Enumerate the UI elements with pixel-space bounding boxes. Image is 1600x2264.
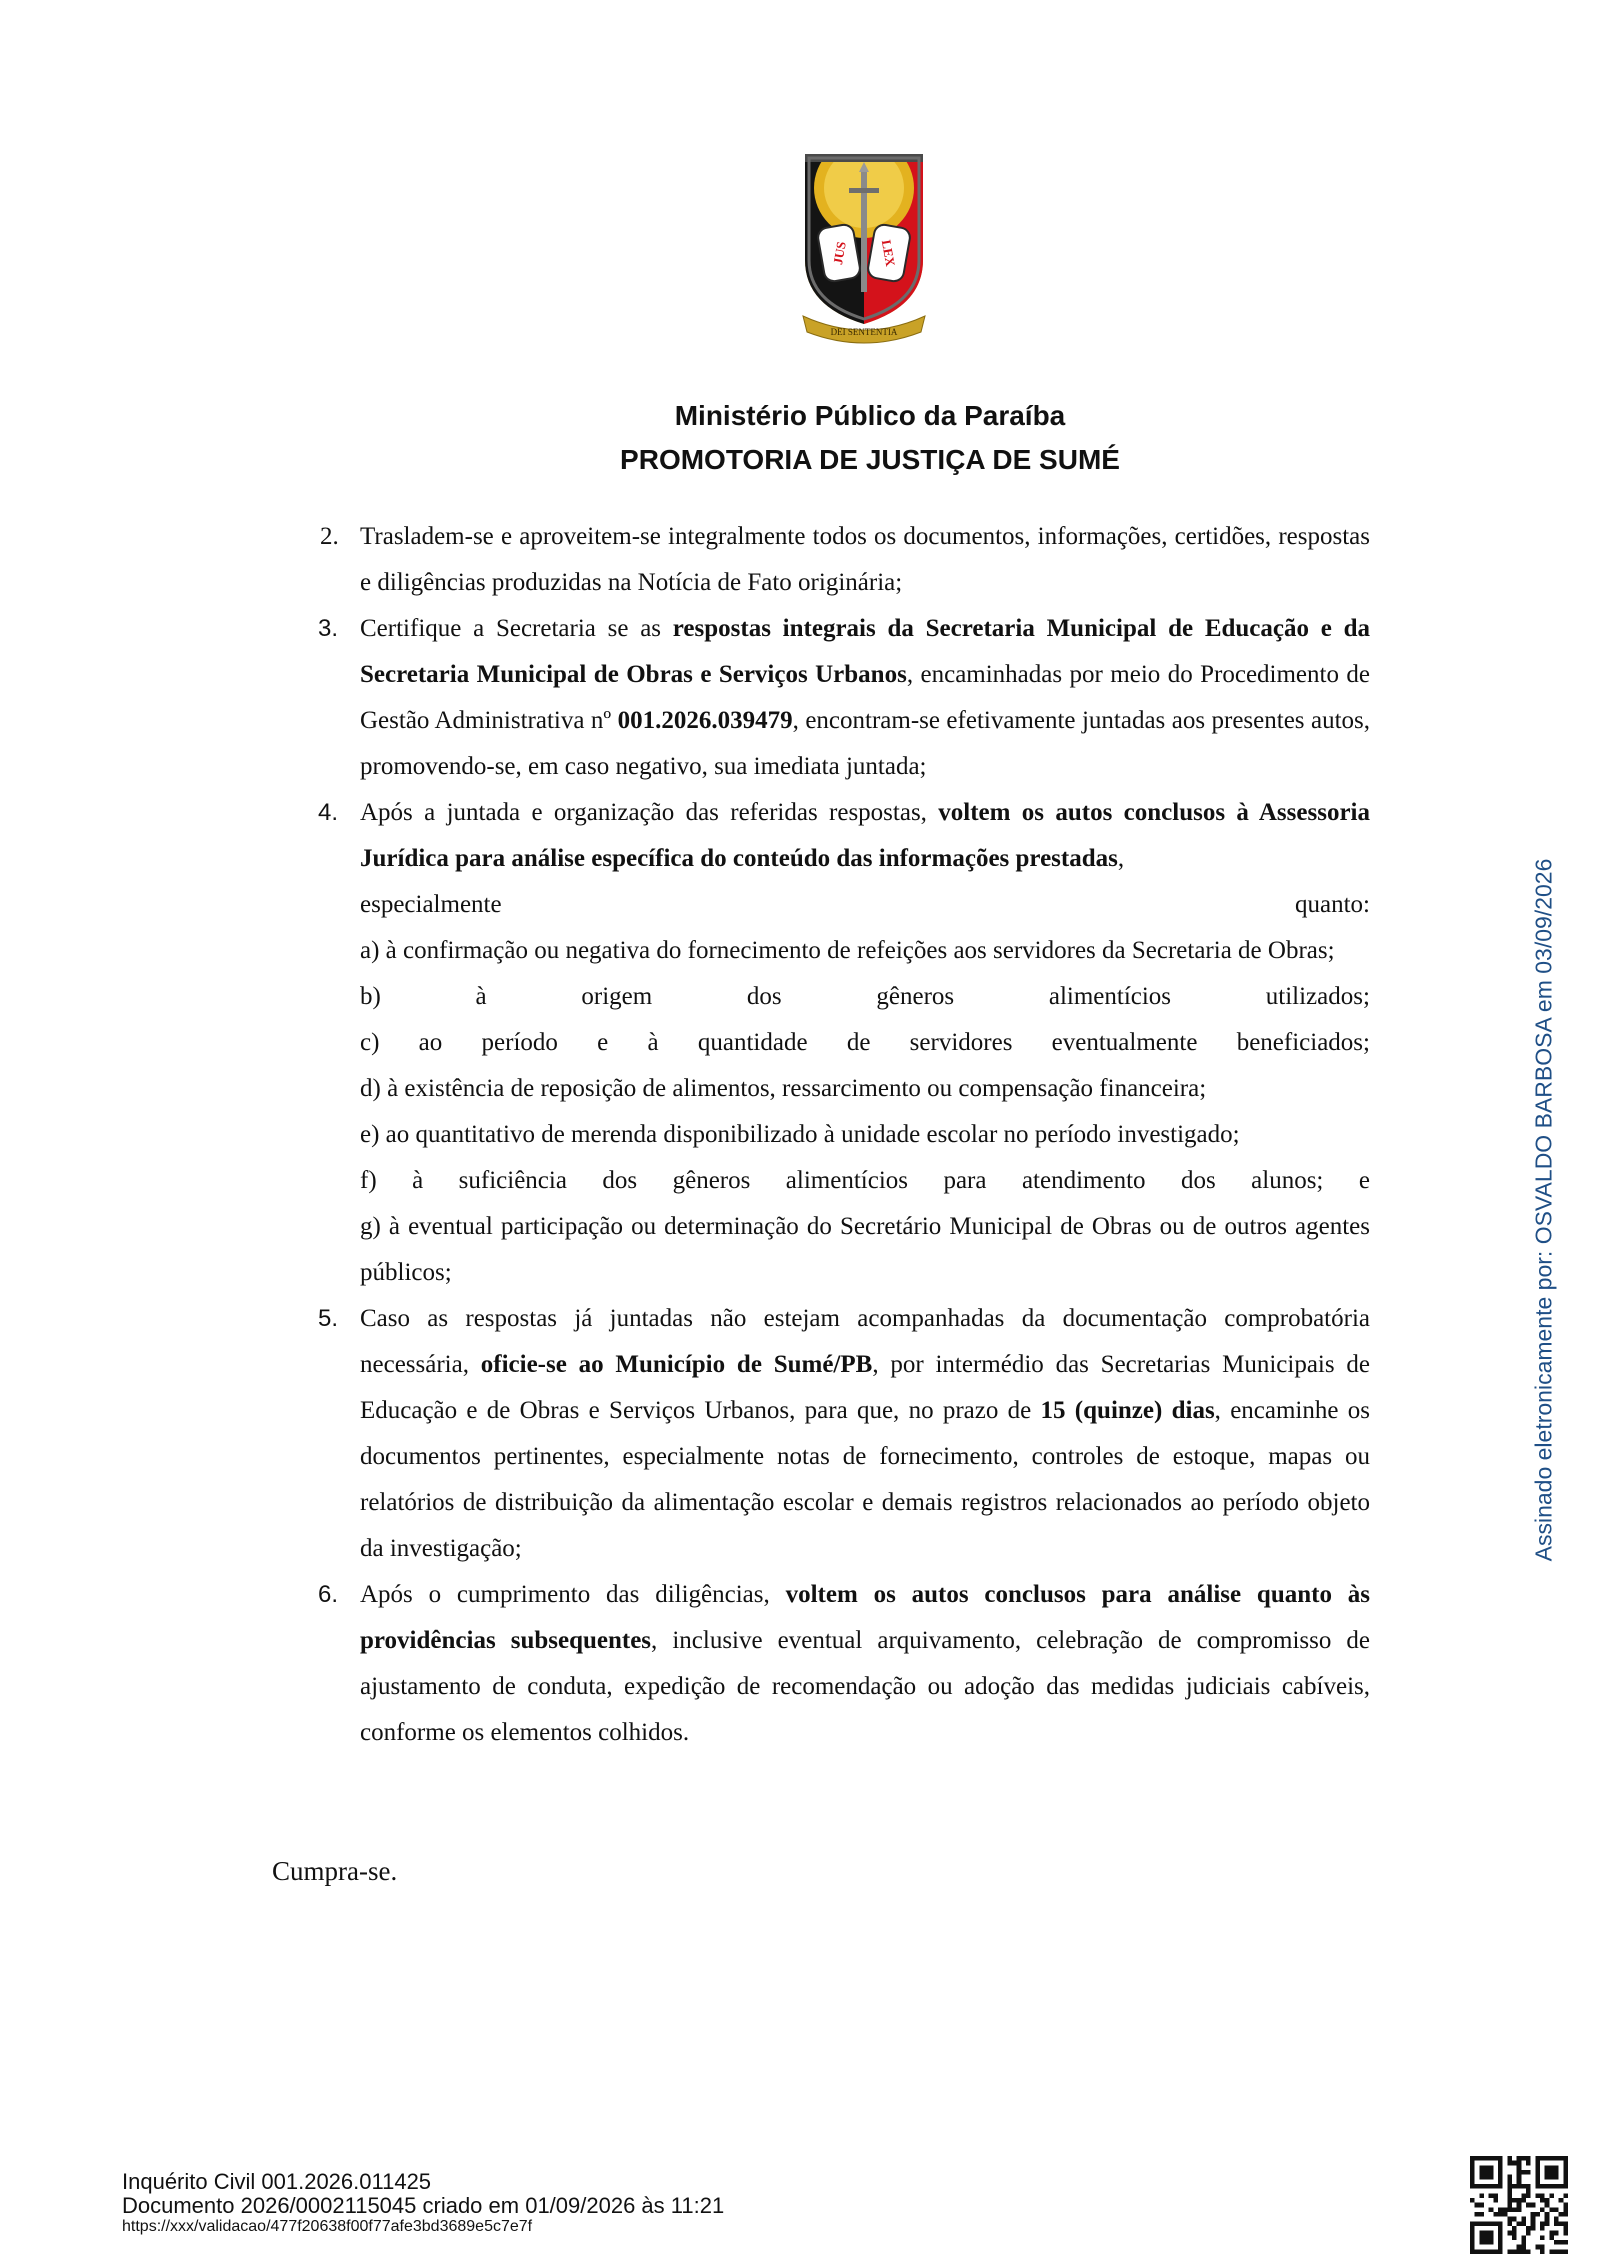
item-text: , encaminhe os documentos pertinentes, especialmente notas de fornecimento, controles de estoque, mapas ou relatórios de distribuição da alimentação escolar e demais registros relacionados ao período objeto da investigação; <box>360 1397 1370 1562</box>
subitem-word: origem <box>581 983 653 1010</box>
subitem-word: f) <box>360 1167 377 1194</box>
footer-validation-link[interactable]: https://xxx/validacao/477f20638f00f77afe3bd3689e5c7e7f <box>122 2218 533 2235</box>
dispatch-item-4 <box>318 790 1370 1296</box>
subitem-word: e <box>597 1029 609 1056</box>
item-number: 6. <box>318 1581 339 1608</box>
item-number: 4. <box>318 799 339 826</box>
deadline: 15 (quinze) dias <box>1040 1397 1215 1424</box>
subitem-word: à <box>647 1029 659 1056</box>
item-text: , por intermédio das Secretarias Municipais de Educação e de Obras e Serviços Urbanos, para que, no prazo de <box>360 1351 1370 1424</box>
subitem-word: para <box>943 1167 987 1194</box>
subitem-word: de <box>846 1029 871 1056</box>
item-text: Após o cumprimento das diligências, <box>360 1581 786 1608</box>
emblem-text-jus: JUS <box>830 240 849 266</box>
subitem-word: utilizados; <box>1265 983 1370 1010</box>
subitem-word: suficiência <box>458 1167 567 1194</box>
item-number: 3. <box>318 615 339 642</box>
item-text: , <box>1117 845 1125 872</box>
subitem-c <box>360 1020 1370 1066</box>
subitem-word: ao <box>418 1029 443 1056</box>
subitem-word: beneficiados; <box>1236 1029 1370 1056</box>
item-text: , inclusive eventual arquivamento, celebração de compromisso de ajustamento de conduta, expedição de recomendação ou adoção das medidas judiciais cabíveis, conforme os elementos colhidos. <box>360 1627 1370 1746</box>
subitem-word: à <box>475 983 487 1010</box>
footer-document-info: Documento 2026/0002115045 criado em 01/09/2026 às 11:21 <box>122 2193 725 2218</box>
procedure-number: 001.2026.039479 <box>617 707 793 734</box>
item-emphasis: voltem os autos conclusos para análise quanto às providências subsequentes <box>360 1581 1370 1654</box>
subitem-word: gêneros <box>876 983 955 1010</box>
dispatch-item-5 <box>318 1296 1370 1572</box>
subitem-word: dos <box>1180 1167 1216 1194</box>
item-text: , encaminhadas por meio do Procedimento de Gestão Administrativa nº <box>360 661 1370 734</box>
item-number: 5. <box>318 1305 339 1332</box>
dispatch-items <box>318 514 1370 1756</box>
subitem-word: c) <box>360 1029 380 1056</box>
subitem-word: alimentícios <box>1048 983 1172 1010</box>
subitem-word: quantidade <box>697 1029 808 1056</box>
subitem-d: d) à existência de reposição de alimentos, ressarcimento ou compensação financeira; <box>360 1075 1207 1102</box>
emblem-ribbon-text: DEI SENTENTIA <box>830 327 898 337</box>
item-text: Certifique a Secretaria se as <box>360 615 673 642</box>
footer-case-number: Inquérito Civil 001.2026.011425 <box>122 2169 432 2194</box>
subitem-word: gêneros <box>672 1167 751 1194</box>
institution-title: Ministério Público da Paraíba <box>674 400 1066 431</box>
dispatch-item-3 <box>318 606 1370 790</box>
subitem-word: dos <box>602 1167 638 1194</box>
subitem-word: atendimento <box>1021 1167 1146 1194</box>
subitem-word: período <box>481 1029 558 1056</box>
document-footer <box>122 2170 724 2236</box>
subitem-a: a) à confirmação ou negativa do fornecimento de refeições aos servidores da Secretaria de Obras; <box>360 937 1335 964</box>
item-text: Trasladem-se e aproveitem-se integralmente todos os documentos, informações, certidões, respostas e diligências produzidas na Notícia de Fato originária; <box>360 523 1370 596</box>
item-emphasis: voltem os autos conclusos à Assessoria Jurídica para análise específica do conteúdo das informações prestadas <box>360 799 1370 872</box>
signature-text: Assinado eletronicamente por: OSVALDO BARBOSA em 03/09/2026 <box>1530 858 1557 1562</box>
subitem-word: à <box>412 1167 424 1194</box>
item-text: Caso as respostas já juntadas não estejam acompanhadas da documentação comprobatória necessária, <box>360 1305 1370 1378</box>
subitem-word: e <box>1358 1167 1370 1194</box>
subitem-f <box>360 1158 1370 1204</box>
subitem-word: alimentícios <box>785 1167 908 1194</box>
subitem-word: eventualmente <box>1051 1029 1198 1056</box>
item-emphasis: oficie-se ao Município de Sumé/PB <box>480 1351 873 1378</box>
closing-text: Cumpra-se. <box>272 1856 398 1886</box>
item-emphasis: respostas integrais da Secretaria Municipal de Educação e da Secretaria Municipal de Obras e Serviços Urbanos <box>360 615 1370 688</box>
qr-code-icon <box>1470 2156 1568 2254</box>
subitem-intro-word: especialmente <box>360 891 502 918</box>
item-number: 2. <box>320 523 339 550</box>
coat-of-arms-icon <box>795 148 933 348</box>
subitem-word: b) <box>360 983 381 1010</box>
office-title: PROMOTORIA DE JUSTIÇA DE SUMÉ <box>620 444 1120 475</box>
subitem-word: servidores <box>909 1029 1013 1056</box>
dispatch-item-2 <box>318 514 1370 606</box>
dispatch-item-6 <box>318 1572 1370 1756</box>
subitem-b <box>360 974 1370 1020</box>
item-text: Após a juntada e organização das referidas respostas, <box>360 799 939 826</box>
subitem-word: alunos; <box>1251 1167 1324 1194</box>
subitem-word: dos <box>746 983 782 1010</box>
subitem-intro-word: quanto: <box>1295 891 1370 918</box>
subitem-g: g) à eventual participação ou determinação do Secretário Municipal de Obras ou de outros agentes públicos; <box>360 1213 1370 1286</box>
subitem-e: e) ao quantitativo de merenda disponibilizado à unidade escolar no período investigado; <box>360 1121 1240 1148</box>
subitem-intro <box>360 882 1370 928</box>
item-text: , encontram-se efetivamente juntadas aos presentes autos, promovendo-se, em caso negativo, sua imediata juntada; <box>360 707 1370 780</box>
emblem-text-lex: LEX <box>878 238 899 268</box>
